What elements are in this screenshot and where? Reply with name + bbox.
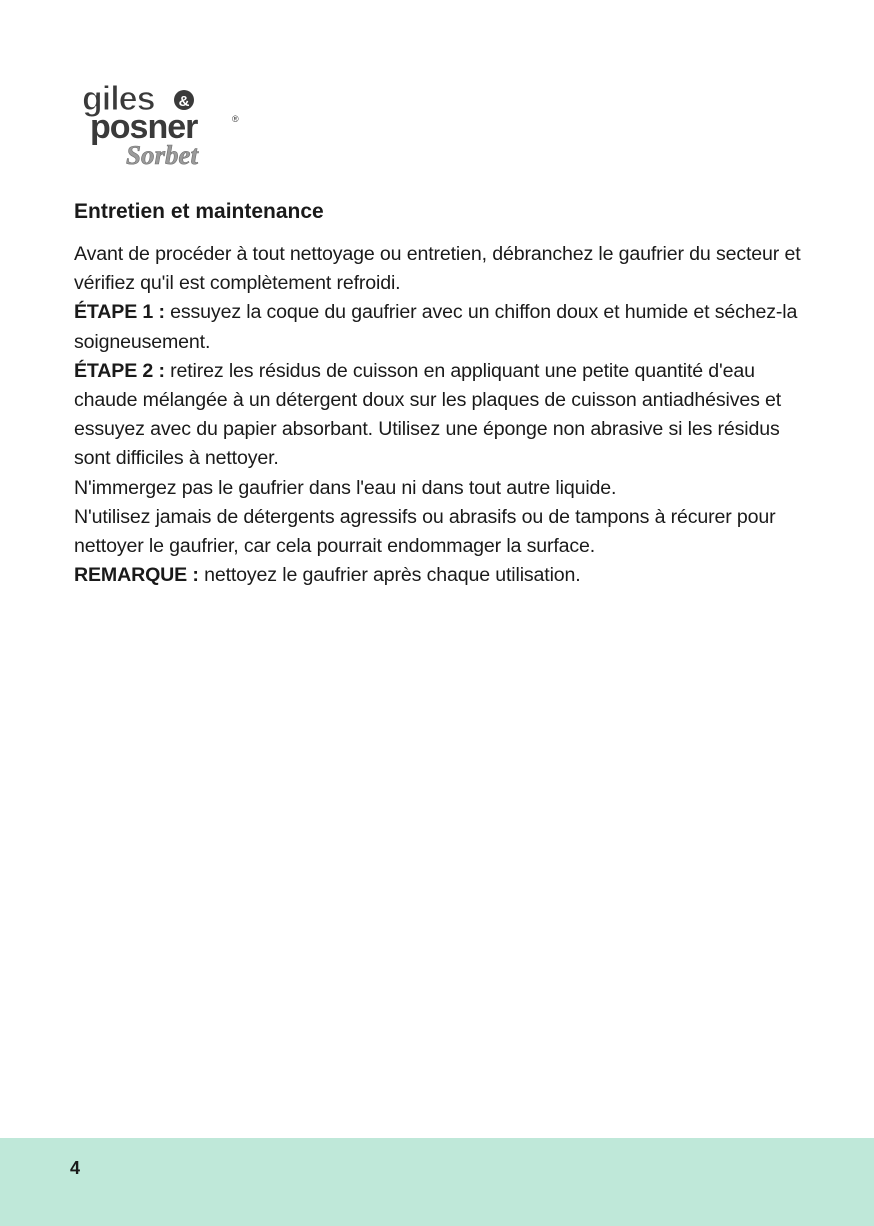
brand-logo-art	[78, 78, 248, 170]
step-2	[74, 357, 814, 474]
intro-paragraph: Avant de procéder à tout nettoyage ou entretien, débranchez le gaufrier du secteur et vérifiez qu'il est complètement refroidi.	[74, 243, 801, 295]
brand-logo	[78, 78, 248, 170]
note	[74, 561, 814, 590]
warning-detergents: N'utilisez jamais de détergents agressifs ou abrasifs ou de tampons à récurer pour nettoyer le gaufrier, car cela pourrait endommager la surface.	[74, 505, 776, 558]
section-title: Entretien et maintenance	[74, 200, 324, 223]
step-2-label: ÉTAPE 2 :	[74, 359, 165, 382]
brand-line2: posner	[90, 108, 198, 146]
step-1-label: ÉTAPE 1 :	[74, 301, 165, 324]
step-2-text: retirez les résidus de cuisson en appliquant une petite quantité d'eau chaude mélangée à un détergent doux sur les plaques de cuisson antiadhésives et essuyez avec du papier absorbant. Utilisez une éponge non abrasive si les résidus sont difficiles à nettoyer.	[74, 359, 782, 470]
brand-subline: Sorbet	[126, 140, 199, 170]
step-1	[74, 298, 814, 356]
brand-ampersand: &	[178, 93, 190, 110]
brand-line1: giles	[82, 80, 155, 118]
warning-immersion: N'immergez pas le gaufrier dans l'eau ni dans tout autre liquide.	[74, 476, 617, 499]
footer-band	[0, 1138, 874, 1226]
maintenance-instructions	[74, 240, 814, 590]
registered-mark: ®	[232, 114, 239, 124]
note-text: nettoyez le gaufrier après chaque utilisation.	[204, 564, 581, 587]
step-1-text: essuyez la coque du gaufrier avec un chiffon doux et humide et séchez-la soigneusement.	[74, 301, 798, 353]
note-label: REMARQUE :	[74, 564, 199, 587]
page-number: 4	[70, 1158, 81, 1178]
